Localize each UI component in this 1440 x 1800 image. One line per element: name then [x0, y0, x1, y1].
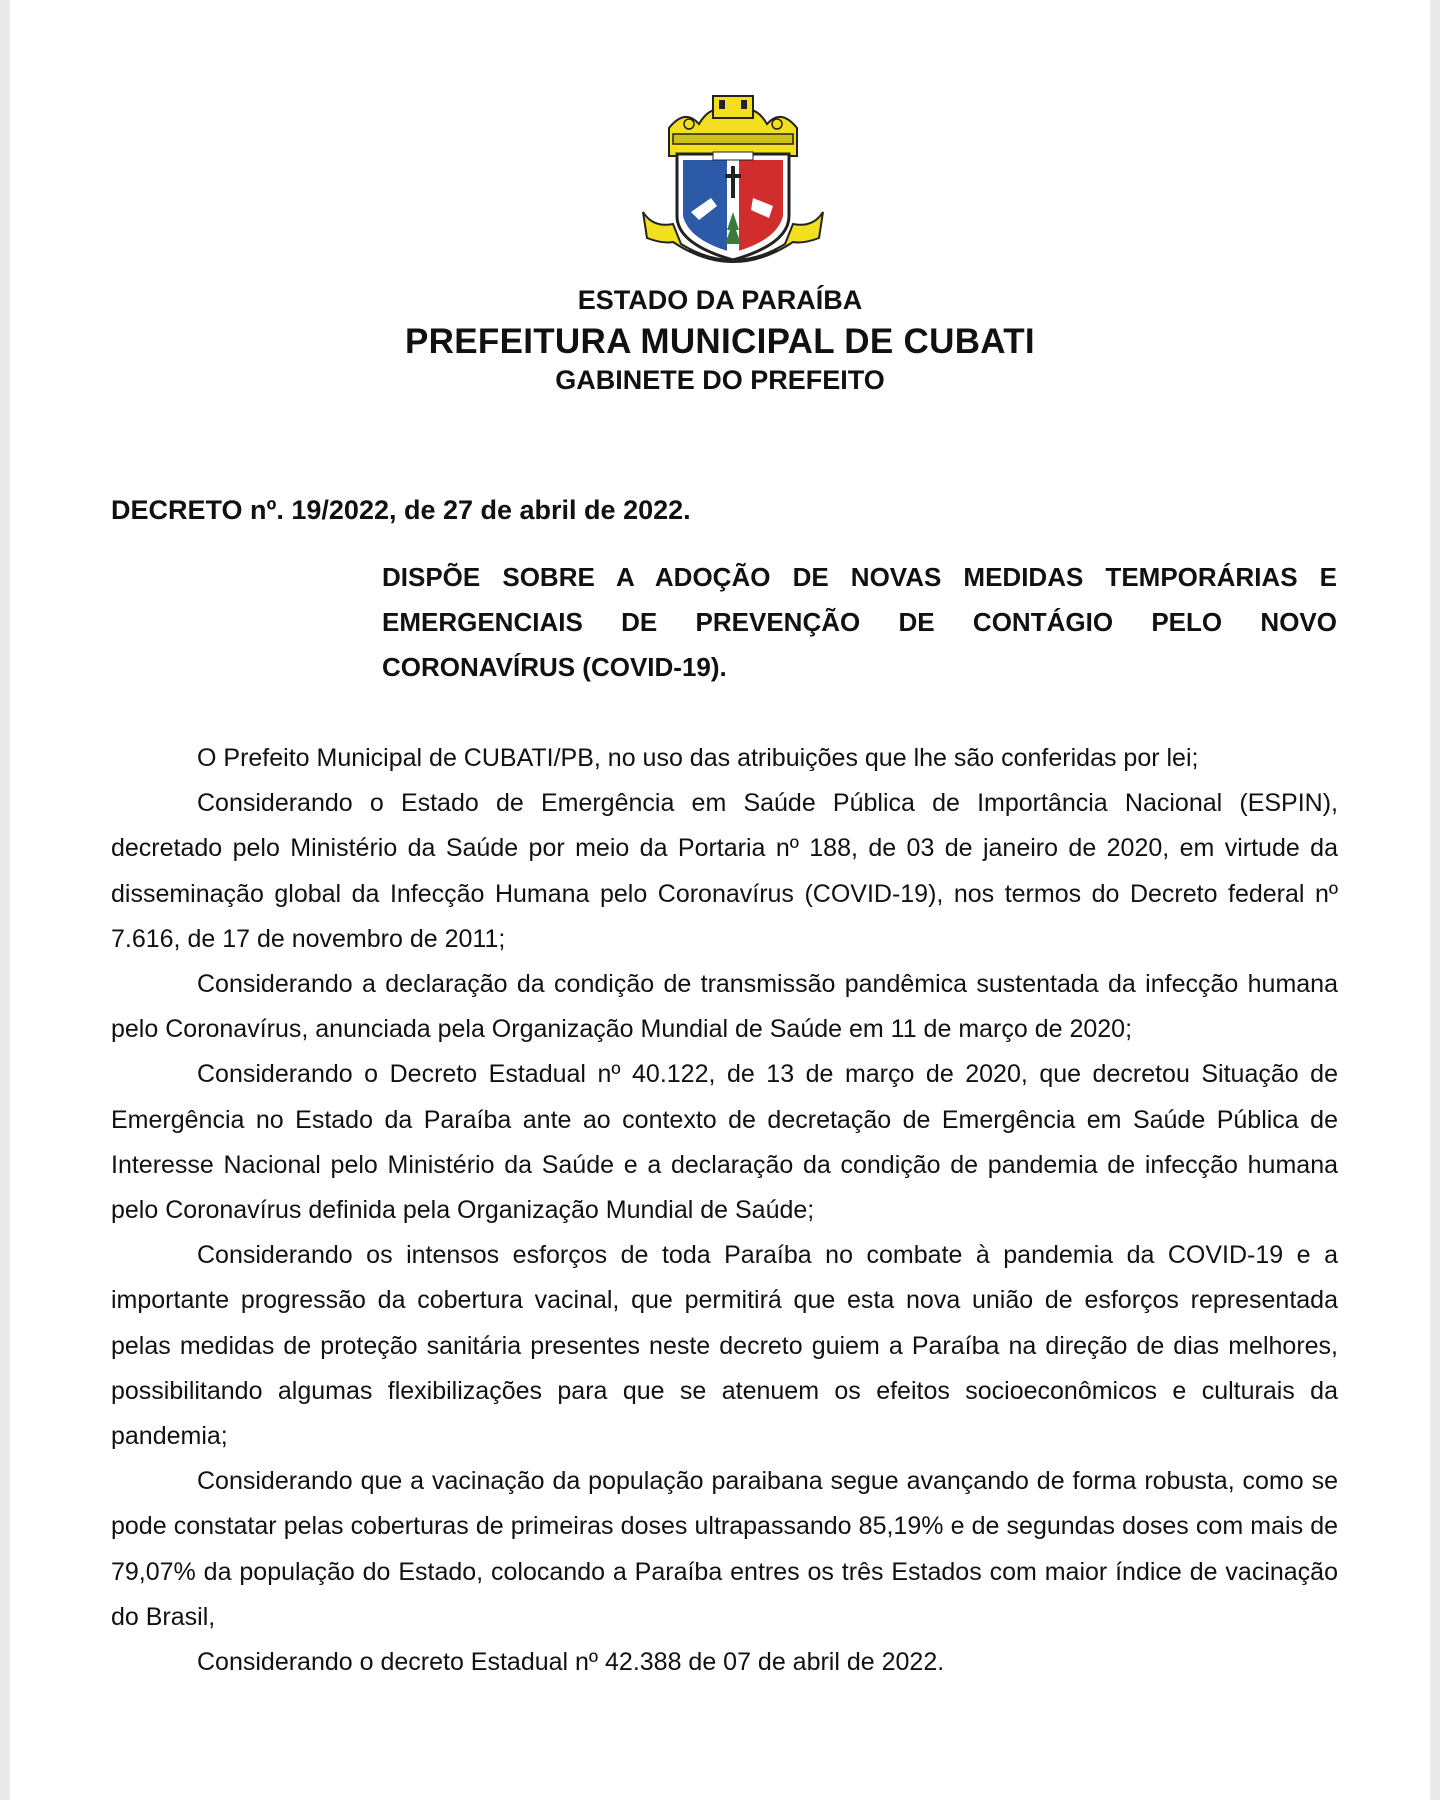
decree-body	[111, 736, 1338, 1685]
preamble-paragraph: O Prefeito Municipal de CUBATI/PB, no uso das atribuições que lhe são conferidas por lei;	[197, 744, 1199, 772]
considering-paragraph: Considerando os intensos esforços de toda Paraíba no combate à pandemia da COVID-19 e a importante progressão da cobertura vacinal, que permitirá que esta nova união de esforços representada pelas medidas de proteção sanitária presentes neste decreto guiem a Paraíba na direção de dias melhores, possibilitando algumas flexibilizações para que se atenuem os efeitos socioeconômicos e culturais da pandemia;	[111, 1241, 1338, 1451]
considering-paragraph: Considerando que a vacinação da população paraibana segue avançando de forma robusta, como se pode constatar pelas coberturas de primeiras doses ultrapassando 85,19% e de segundas doses com mais de 79,07% da população do Estado, colocando a Paraíba entres os três Estados com maior índice de vacinação do Brasil,	[111, 1467, 1338, 1631]
decree-title: DECRETO nº. 19/2022, de 27 de abril de 2022.	[111, 495, 691, 525]
considering-paragraph: Considerando o Decreto Estadual nº 40.122, de 13 de março de 2020, que decretou Situação de Emergência no Estado da Paraíba ante ao contexto de decretação de Emergência em Saúde Pública de Interesse Nacional pelo Ministério da Saúde e a declaração da condição de pandemia de infecção humana pelo Coronavírus definida pela Organização Mundial de Saúde;	[111, 1060, 1338, 1225]
decree-ementa: DISPÕE SOBRE A ADOÇÃO DE NOVAS MEDIDAS TEMPORÁRIAS E EMERGENCIAIS DE PREVENÇÃO DE CONTÁGIO PELO NOVO CORONAVÍRUS (COVID-19).	[382, 562, 1337, 682]
document-page	[10, 0, 1430, 1800]
municipal-coat-of-arms-icon	[633, 94, 833, 278]
office-name: GABINETE DO PREFEITO	[555, 365, 885, 395]
state-name: ESTADO DA PARAÍBA	[577, 285, 863, 315]
considering-paragraph: Considerando o decreto Estadual nº 42.388 de 07 de abril de 2022.	[197, 1648, 945, 1677]
considering-paragraph: Considerando a declaração da condição de transmissão pandêmica sustentada da infecção humana pelo Coronavírus, anunciada pela Organização Mundial de Saúde em 11 de março de 2020;	[111, 970, 1338, 1044]
city-hall-name: PREFEITURA MUNICIPAL DE CUBATI	[405, 322, 1035, 361]
considering-paragraph: Considerando o Estado de Emergência em Saúde Pública de Importância Nacional (ESPIN), decretado pelo Ministério da Saúde por meio da Portaria nº 188, de 03 de janeiro de 2020, em virtude da disseminação global da Infecção Humana pelo Coronavírus (COVID-19), nos termos do Decreto federal nº 7.616, de 17 de novembro de 2011;	[111, 789, 1338, 953]
